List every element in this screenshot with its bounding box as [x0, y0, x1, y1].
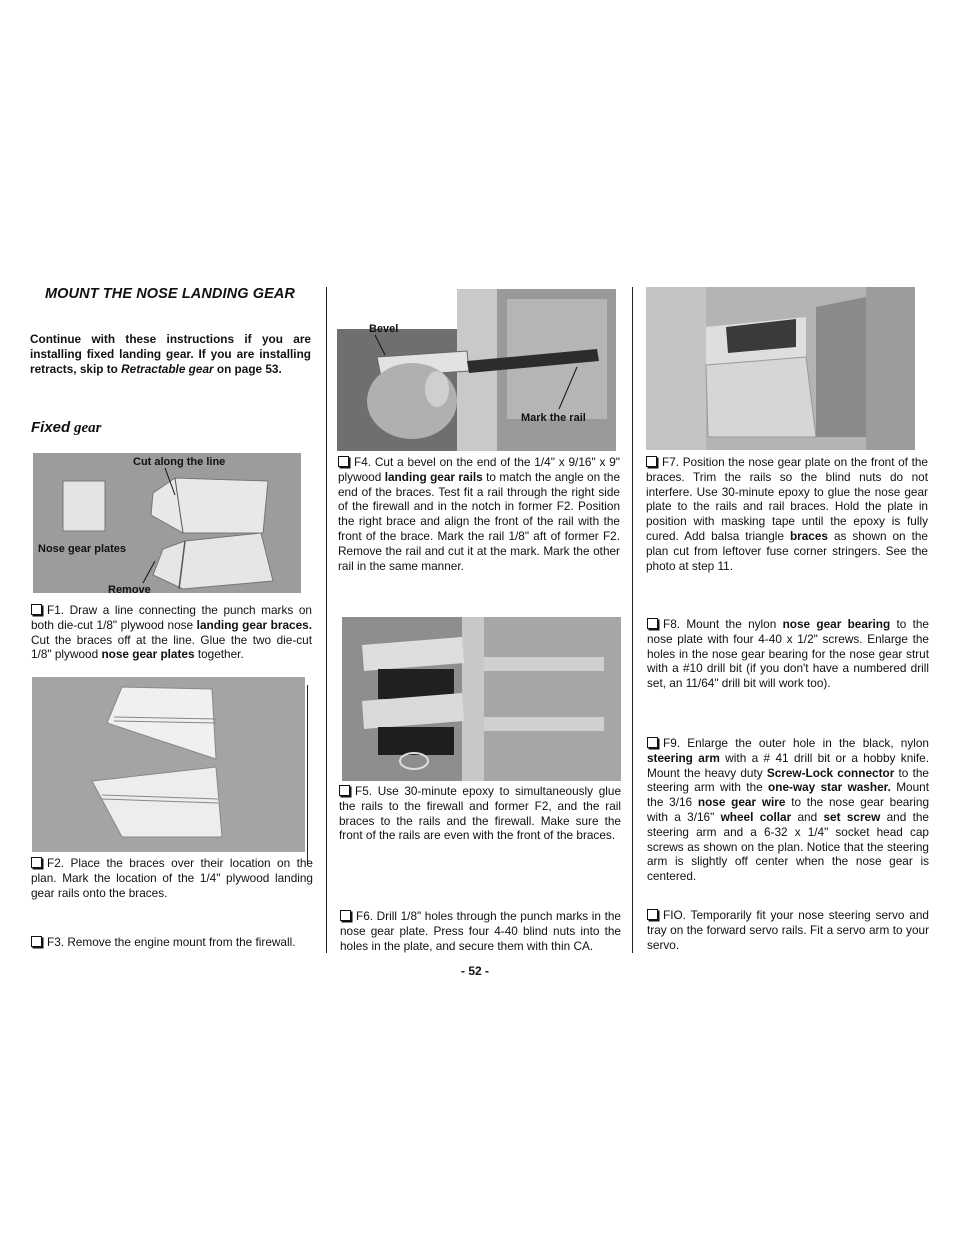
- photo-f4-bevel-rail: [337, 289, 616, 451]
- step-f9-bold-1: steering arm: [647, 750, 720, 765]
- photo-f2-edge-line: [307, 685, 308, 865]
- step-f7-bold-1: braces: [789, 528, 828, 543]
- step-f1-bold-1: landing gear braces.: [196, 617, 312, 632]
- checkbox-icon[interactable]: [647, 618, 658, 629]
- step-f4-text-2: to match the angle on the end of the braces. Test fit a rail through the right side of the firewall and in the notch in former F2. Position the right brace and align the front of the rail with the front of the brace. Mark the rail 1/8" aft of former F2. Remove the rail and cut it at the mark. Mark the other rail in the same manner.: [338, 469, 621, 573]
- step-f8: [647, 617, 929, 691]
- checkbox-icon[interactable]: [31, 857, 42, 868]
- step-f9-bold-6: set screw: [823, 809, 881, 824]
- intro-paragraph: [30, 332, 311, 377]
- step-f9-bold-2: Screw-Lock connector: [766, 765, 895, 780]
- step-f6: [340, 909, 621, 953]
- step-f10: [647, 908, 929, 952]
- checkbox-icon[interactable]: [339, 785, 350, 796]
- section-title: MOUNT THE NOSE LANDING GEAR: [45, 286, 296, 302]
- photo-f2-braces-on-plan: [32, 677, 305, 852]
- step-f9-text-6: and: [791, 809, 824, 824]
- step-f5: [339, 784, 621, 843]
- intro-link-retractable: Retractable gear: [121, 362, 214, 376]
- step-f9-text-7: and the steering arm and a 6-32 x 1/4" socket head cap screws as shown on the plan. Notice that the steering arm is slightly off center when the nose gear is centered.: [647, 809, 929, 884]
- intro-text-1: Continue with these instructions if you are installing fixed landing gear. If you are installing retracts, skip to: [30, 332, 311, 376]
- label-remove: Remove: [108, 584, 151, 593]
- step-f10-text: FIO. Temporarily fit your nose steering servo and tray on the forward servo rails. Fit a servo arm to your servo.: [647, 908, 929, 952]
- step-f8-text: F8. Mount the nylon: [663, 617, 783, 631]
- step-f6-text: F6. Drill 1/8" holes through the punch marks in the nose gear plate. Press four 4-40 blind nuts into the holes in the plate, and secure them with thin CA.: [340, 909, 621, 953]
- checkbox-icon[interactable]: [647, 737, 658, 748]
- label-cut-along-line: Cut along the line: [133, 456, 226, 468]
- step-f2-text: F2. Place the braces over their location on the plan. Mark the location of the 1/4" plywood landing gear rails onto the braces.: [31, 856, 313, 900]
- checkbox-icon[interactable]: [338, 456, 349, 467]
- subheading-word-gear: gear: [73, 420, 102, 436]
- step-f5-text: F5. Use 30-minute epoxy to simultaneously glue the rails to the firewall and former F2, and the rail braces to the rails and the firewall. Make sure the front of the rails are even with the front of the braces.: [339, 784, 621, 843]
- step-f4-bold-1: landing gear rails: [384, 469, 483, 484]
- step-f9-bold-3: one-way star washer.: [768, 780, 891, 795]
- step-f9: [647, 736, 929, 884]
- step-f1: [31, 603, 312, 662]
- page-number: - 52 -: [461, 964, 490, 978]
- step-f4: [338, 455, 620, 573]
- step-f9-text-4: Mount the 3/16: [647, 780, 929, 810]
- label-mark-the-rail: Mark the rail: [521, 412, 586, 424]
- step-f9-bold-5: wheel collar: [720, 809, 792, 824]
- step-f3-text: F3. Remove the engine mount from the firewall.: [47, 935, 296, 949]
- step-f7-text: F7. Position the nose gear plate on the front of the braces. Trim the rails so the blind nuts do not interfere. Use 30-minute epoxy to glue the nose gear plate to the rails and rail braces. Hold the plate in position with masking tape until the epoxy is fully cured. Add balsa triangle: [646, 455, 928, 543]
- column-divider-right: [632, 287, 633, 953]
- subheading-fixed-gear: [31, 419, 101, 437]
- step-f4-text: F4. Cut a bevel on the end of the 1/4" x 9/16" x 9" plywood: [338, 455, 620, 484]
- photo-f5-rails-glued: [342, 617, 621, 781]
- step-f1-text-2: Cut the braces off at the line. Glue the two die-cut 1/8" plywood: [31, 632, 312, 662]
- photo-f1-nose-gear-plates: [33, 453, 301, 593]
- label-nose-gear-plates: Nose gear plates: [38, 543, 127, 555]
- checkbox-icon[interactable]: [31, 604, 42, 615]
- label-bevel: Bevel: [369, 323, 399, 335]
- checkbox-icon[interactable]: [647, 909, 658, 920]
- checkbox-icon[interactable]: [31, 936, 42, 947]
- step-f9-text: F9. Enlarge the outer hole in the black, nylon: [663, 736, 929, 750]
- step-f1-text-3: together.: [194, 647, 244, 662]
- step-f9-text-5: to the nose gear bearing with a 3/16": [647, 795, 930, 824]
- step-f7: [646, 455, 928, 573]
- step-f1-text: F1. Draw a line connecting the punch marks on both die-cut 1/8" plywood nose: [31, 603, 312, 632]
- subheading-word-fixed: Fixed: [31, 419, 71, 436]
- step-f8-text-2: to the nose plate with four 4-40 x 1/2" screws. Enlarge the holes in the nose gear bearing for the nose gear strut with a #10 drill bit (if you don't have a numbered drill set, an 11/64" drill bit will work too).: [647, 617, 929, 691]
- step-f9-bold-4: nose gear wire: [697, 795, 786, 810]
- column-divider-left: [326, 287, 327, 953]
- step-f3: [31, 935, 313, 950]
- checkbox-icon[interactable]: [646, 456, 657, 467]
- step-f1-bold-2: nose gear plates: [101, 647, 195, 662]
- intro-text-2: on page 53.: [213, 362, 282, 376]
- step-f9-text-3: to the steering arm with the: [647, 765, 929, 795]
- step-f8-bold-1: nose gear bearing: [782, 617, 891, 631]
- step-f2: [31, 856, 313, 900]
- step-f7-text-2: as shown on the plan cut from leftover fuse corner stringers. See the photo at step 11.: [646, 528, 928, 573]
- step-f9-text-2: with a # 41 drill bit or a hobby knife. Mount the heavy duty: [647, 750, 929, 780]
- checkbox-icon[interactable]: [340, 910, 351, 921]
- photo-f7-nose-gear-plate: [646, 287, 915, 450]
